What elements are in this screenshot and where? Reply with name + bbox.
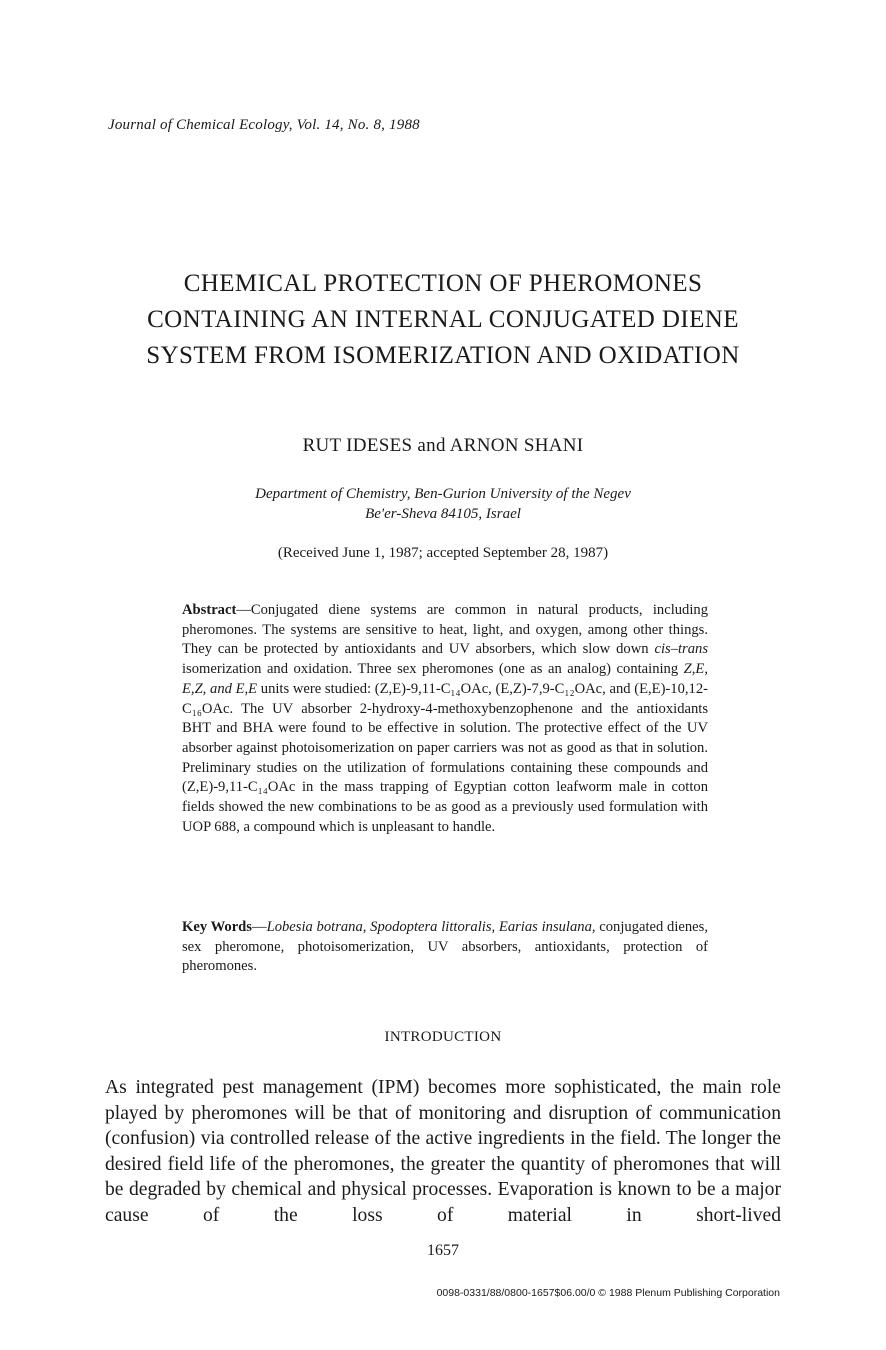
keywords-dash: — <box>251 919 267 935</box>
abstract-label: Abstract <box>182 602 237 618</box>
page-number: 1657 <box>427 1242 459 1259</box>
abstract-text-2: isomerization and oxidation. Three sex pheromones (one as an analog) containing <box>182 661 684 678</box>
title-line-3: SYSTEM FROM ISOMERIZATION AND OXIDATION <box>146 342 740 369</box>
abstract-cis-trans: cis–trans <box>654 641 708 658</box>
introduction-paragraph: As integrated pest management (IPM) becomes more sophisticated, the main role played by pheromones will be that of monitoring and disruption of communication (confusion) via controlled release of the active ingredients in the field. The longer the desired field life of the pheromones, the greater the quantity of pheromones that will be degraded by chemical and physical processes. Evaporation is known to be a major cause of the loss of material in short-lived <box>105 1077 781 1226</box>
received-dates: (Received June 1, 1987; accepted September 28, 1987) <box>277 545 609 561</box>
journal-citation: Journal of Chemical Ecology, Vol. 14, No. 8, 1988 <box>108 117 420 133</box>
keywords-rest: conjugated dienes, sex pheromone, photoisomerization, UV absorbers, antioxidants, protection of pheromones. <box>182 919 708 975</box>
article-title <box>0 266 886 374</box>
affiliation-address: Be'er-Sheva 84105, Israel <box>365 506 521 522</box>
copyright-line: 0098-0331/88/0800-1657$06.00/0 © 1988 Plenum Publishing Corporation <box>436 1287 780 1299</box>
title-line-2: CONTAINING AN INTERNAL CONJUGATED DIENE <box>147 306 739 333</box>
abstract-units: Z,E, E,Z, and E,E <box>182 661 708 697</box>
affiliation-department: Department of Chemistry, Ben-Gurion University of the Negev <box>255 486 631 502</box>
authors: RUT IDESES and ARNON SHANI <box>302 435 584 456</box>
affiliation <box>0 484 886 524</box>
keywords-label: Key Words <box>182 919 252 935</box>
section-heading-introduction: INTRODUCTION <box>384 1029 502 1045</box>
abstract-text-1: —Conjugated diene systems are common in natural products, including pheromones. The systems are sensitive to heat, light, and oxygen, among other things. They can be protected by antioxidants and UV absorbers, which slow down <box>182 602 708 658</box>
title-line-1: CHEMICAL PROTECTION OF PHEROMONES <box>183 270 703 297</box>
abstract-text-3: units were studied: (Z,E)-9,11-C₁₄OAc, (E,Z)-7,9-C₁₂OAc, and (E,E)-10,12-C₁₆OAc. The UV absorber 2-hydroxy-4-methoxybenzophenone and the antioxidants BHT and BHA were found to be effective in solution. The protective effect of the UV absorber against photoisomerization on paper carriers was not as good as that in solution. Preliminary studies on the utilization of formulations containing these compounds and (Z,E)-9,11-C₁₄OAc in the mass trapping of Egyptian cotton leafworm male in cotton fields showed the new combinations to be as good as a previously used formulation with UOP 688, a compound which is unpleasant to handle. <box>182 680 708 835</box>
abstract <box>182 601 708 837</box>
key-words <box>182 918 708 977</box>
keywords-species: Lobesia botrana, Spodoptera littoralis, Earias insulana, <box>266 919 596 935</box>
